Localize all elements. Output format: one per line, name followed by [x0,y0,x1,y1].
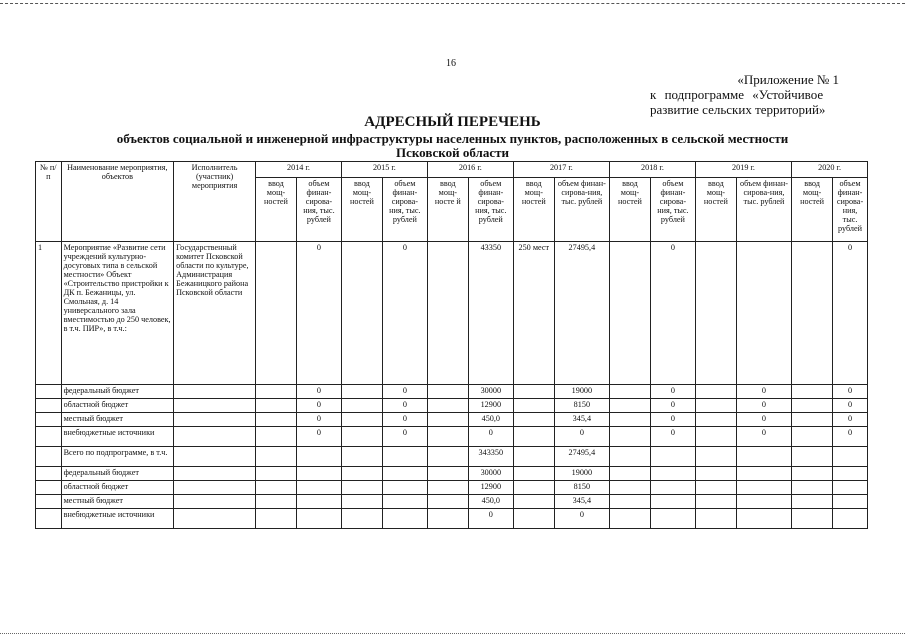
table-cell: 0 [554,509,609,529]
table-cell: 0 [382,385,427,399]
table-cell: 345,4 [554,495,609,509]
header-capacity: ввод мощ-ностей [513,178,554,242]
table-cell: 0 [468,509,513,529]
header-capacity: ввод мощ-ностей [256,178,297,242]
table-cell [382,509,427,529]
table-cell [341,242,382,385]
table-cell [427,509,468,529]
empty-cell [174,427,256,447]
row-executor: Государственный комитет Псковской области по культуре, Администрация Бежаницкого района Псковской области [174,242,256,385]
table-cell [609,447,650,467]
table-cell [427,385,468,399]
table-cell [695,481,736,495]
header-num: № п/п [36,162,62,242]
row-name: областной бюджет [61,481,174,495]
table-cell [256,385,297,399]
table-cell [341,481,382,495]
table-cell [296,509,341,529]
header-capacity: ввод мощ-носте й [427,178,468,242]
table-cell [341,399,382,413]
table-cell [736,242,791,385]
empty-cell [174,385,256,399]
empty-cell [174,509,256,529]
header-funding: объем финан-сирова-ния, тыс. рублей [650,178,695,242]
header-capacity: ввод мощ-ностей [792,178,833,242]
table-cell: 0 [736,399,791,413]
table-cell: 30000 [468,467,513,481]
document-subtitle-region: Псковской области [395,145,509,160]
table-cell: 250 мест [513,242,554,385]
header-year-2014: 2014 г. [256,162,342,178]
empty-cell [36,385,62,399]
row-name: федеральный бюджет [61,467,174,481]
table-cell [792,427,833,447]
table-cell [341,385,382,399]
table-cell: 30000 [468,385,513,399]
table-cell [341,427,382,447]
table-cell: 0 [382,242,427,385]
table-cell [833,467,868,481]
row-num: 1 [36,242,62,385]
table-cell [695,242,736,385]
scan-border-top [0,3,905,4]
table-cell [792,242,833,385]
table-cell: 19000 [554,467,609,481]
table-cell [427,481,468,495]
empty-cell [36,427,62,447]
table-cell [296,467,341,481]
table-cell: 0 [833,413,868,427]
table-cell: 0 [736,385,791,399]
table-cell [513,413,554,427]
table-cell [792,447,833,467]
table-cell [341,447,382,467]
table-cell [427,413,468,427]
row-name: областной бюджет [61,399,174,413]
empty-cell [36,447,62,467]
row-name: местный бюджет [61,413,174,427]
empty-cell [174,399,256,413]
table-cell [736,481,791,495]
table-cell [609,385,650,399]
document-title: АДРЕСНЫЙ ПЕРЕЧЕНЬ [364,114,541,130]
table-cell [833,481,868,495]
header-funding: объем финан-сирова-ния, тыс. рублей [833,178,868,242]
table-cell: 0 [296,413,341,427]
table-cell [296,495,341,509]
table-cell [382,447,427,467]
table-cell [833,509,868,529]
empty-cell [36,481,62,495]
appendix-line-3: развитие сельских территорий» [650,102,826,117]
table-row [36,447,868,467]
table-cell: 0 [833,242,868,385]
table-cell: 0 [736,413,791,427]
row-name: внебюджетные источники [61,509,174,529]
table-cell [695,385,736,399]
table-cell: 0 [833,427,868,447]
table-cell [609,242,650,385]
table-cell: 12900 [468,481,513,495]
empty-cell [174,481,256,495]
table-cell: 0 [382,427,427,447]
table-cell [792,385,833,399]
header-year-2017: 2017 г. [513,162,609,178]
table-cell [609,413,650,427]
table-cell [609,509,650,529]
table-cell [427,495,468,509]
table-row [36,467,868,481]
scan-border-bottom [0,633,905,634]
appendix-line-1: «Приложение № 1 [737,72,839,87]
address-list-table [35,161,868,529]
table-cell: 0 [382,413,427,427]
table-cell: 43350 [468,242,513,385]
table-cell [695,447,736,467]
document-subtitle: объектов социальной и инженерной инфраструктуры населенных пунктов, расположенных в сельской местности [116,131,789,146]
table-cell [695,413,736,427]
appendix-line-2: к подпрограмме «Устойчивое [650,87,824,102]
table-row-main [36,242,868,385]
table-cell: 0 [296,242,341,385]
row-name: Мероприятие «Развитие сети учреждений культурно-досуговых типа в сельской местности» Объект «Строительство пристройки к ДК п. Бежаницы, ул. Смольная, д. 14 универсального зала вместимостью до 250 человек, в т.ч. ПИР», в т.ч.: [61,242,174,385]
table-cell [296,447,341,467]
table-cell [256,447,297,467]
table-cell [792,467,833,481]
table-cell [256,481,297,495]
table-cell: 27495,4 [554,242,609,385]
empty-cell [174,447,256,467]
empty-cell [36,399,62,413]
table-cell: 0 [650,399,695,413]
table-cell [609,467,650,481]
table-cell [609,481,650,495]
table-cell: 0 [650,385,695,399]
table-cell: 0 [736,427,791,447]
table-cell: 450,0 [468,413,513,427]
table-cell [609,399,650,413]
row-name: Всего по подпрограмме, в т.ч. [61,447,174,467]
header-name: Наименование мероприятия, объектов [61,162,174,242]
table-cell [513,467,554,481]
empty-cell [36,467,62,481]
table-cell [427,242,468,385]
table-cell [792,509,833,529]
header-capacity: ввод мощ-ностей [609,178,650,242]
table-cell: 0 [650,427,695,447]
table-cell [513,447,554,467]
table-cell [695,467,736,481]
table-cell [695,399,736,413]
header-row-years [36,162,868,178]
table-cell [695,509,736,529]
empty-cell [36,509,62,529]
header-year-2019: 2019 г. [695,162,791,178]
table-row [36,385,868,399]
table-cell [256,509,297,529]
table-cell: 0 [296,427,341,447]
table-row [36,481,868,495]
table-cell [792,413,833,427]
table-cell [650,495,695,509]
table-cell [695,427,736,447]
empty-cell [174,413,256,427]
table-cell: 0 [833,399,868,413]
table-cell: 0 [650,242,695,385]
table-cell [256,413,297,427]
table-cell [650,481,695,495]
row-name: федеральный бюджет [61,385,174,399]
header-capacity: ввод мощ-ностей [695,178,736,242]
table-cell [695,495,736,509]
table-row [36,509,868,529]
table-cell [341,467,382,481]
table-cell: 19000 [554,385,609,399]
table-cell [736,509,791,529]
table-row [36,399,868,413]
table-cell [427,447,468,467]
table-cell [736,495,791,509]
table-row [36,427,868,447]
table-cell [513,399,554,413]
table-row [36,495,868,509]
table-cell: 0 [382,399,427,413]
table-cell [792,481,833,495]
header-executor: Исполнитель (участник) мероприятия [174,162,256,242]
header-funding: объем финан-сирова-ния, тыс. рублей [468,178,513,242]
header-year-2018: 2018 г. [609,162,695,178]
table-cell [382,495,427,509]
table-cell [427,467,468,481]
table-cell [792,399,833,413]
table-cell [650,447,695,467]
appendix-note [650,72,865,117]
table-cell: 450,0 [468,495,513,509]
table-cell [513,509,554,529]
empty-cell [36,495,62,509]
table-cell: 0 [650,413,695,427]
table-cell [513,481,554,495]
table-cell [792,495,833,509]
empty-cell [174,495,256,509]
table-cell: 12900 [468,399,513,413]
table-cell: 8150 [554,481,609,495]
header-year-2015: 2015 г. [341,162,427,178]
empty-cell [36,413,62,427]
table-cell [256,427,297,447]
table-cell [341,413,382,427]
empty-cell [174,467,256,481]
table-cell [256,467,297,481]
table-cell: 345,4 [554,413,609,427]
table-cell [382,467,427,481]
table-cell [833,447,868,467]
table-cell [296,481,341,495]
table-cell [609,427,650,447]
header-funding: объем финан-сирова-ния, тыс. рублей [736,178,791,242]
table-cell [650,509,695,529]
table-cell [256,399,297,413]
table-cell [341,495,382,509]
table-cell: 8150 [554,399,609,413]
header-funding: объем финан-сирова-ния, тыс. рублей [296,178,341,242]
table-cell [427,399,468,413]
table-cell: 0 [468,427,513,447]
row-name: местный бюджет [61,495,174,509]
table-cell [736,447,791,467]
row-name: внебюджетные источники [61,427,174,447]
table-cell [513,495,554,509]
table-cell [513,385,554,399]
table-cell: 0 [833,385,868,399]
table-cell [382,481,427,495]
table-cell: 0 [296,385,341,399]
table-cell [427,427,468,447]
table-cell: 343350 [468,447,513,467]
table-cell [341,509,382,529]
table-cell: 0 [554,427,609,447]
header-capacity: ввод мощ-ностей [341,178,382,242]
table-cell [513,427,554,447]
table-cell [650,467,695,481]
header-year-2020: 2020 г. [792,162,868,178]
table-row [36,413,868,427]
table-cell: 0 [296,399,341,413]
table-cell [609,495,650,509]
header-funding: объем финан-сирова-ния, тыс. рублей [554,178,609,242]
table-cell [736,467,791,481]
table-cell [833,495,868,509]
table-cell [256,242,297,385]
page-number: 16 [446,58,456,69]
table-cell: 27495,4 [554,447,609,467]
header-funding: объем финан-сирова-ния, тыс. рублей [382,178,427,242]
table-cell [256,495,297,509]
header-year-2016: 2016 г. [427,162,513,178]
